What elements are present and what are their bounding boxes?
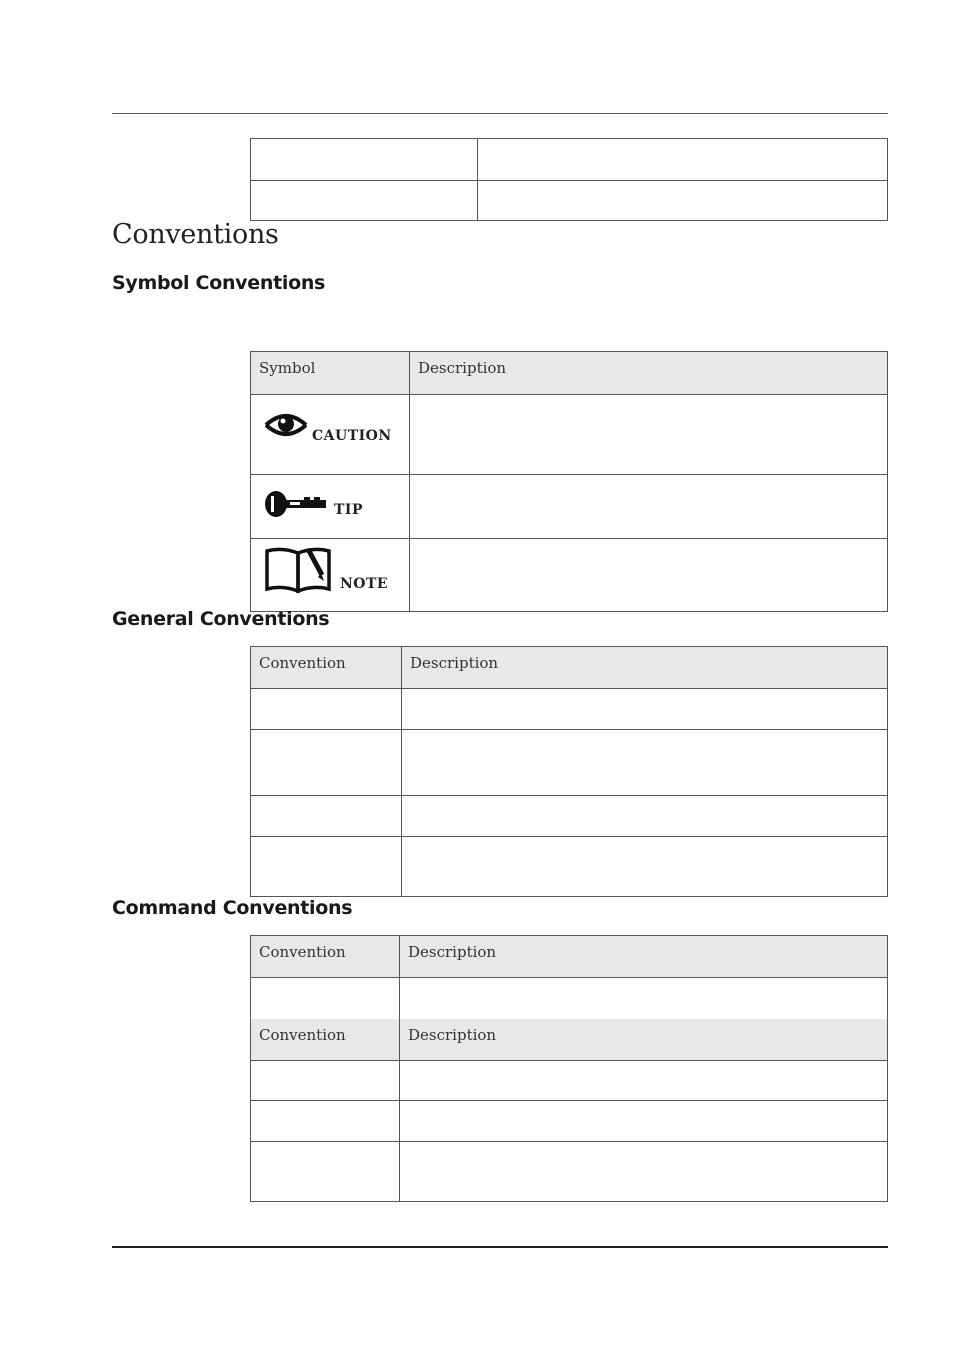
table-cell	[251, 837, 402, 897]
column-header: Convention	[251, 936, 400, 978]
column-header: Description	[400, 1019, 888, 1061]
column-header: Description	[400, 936, 888, 978]
table-cell	[410, 539, 888, 612]
table-cell	[478, 139, 888, 181]
table-cell	[251, 1061, 400, 1101]
table-cell	[400, 1142, 888, 1202]
column-header: Symbol	[251, 352, 410, 395]
table-cell	[402, 837, 888, 897]
section-heading-command: Command Conventions	[112, 897, 353, 919]
table-cell	[400, 1101, 888, 1142]
symbol-cell	[251, 539, 410, 612]
table-cell	[251, 796, 402, 837]
symbol-label: NOTE	[340, 576, 389, 592]
symbol-table	[250, 351, 888, 612]
table-cell	[251, 730, 402, 796]
table-cell	[410, 475, 888, 539]
table-cell	[478, 181, 888, 221]
symbol-label: TIP	[334, 502, 363, 518]
column-header: Convention	[251, 1019, 400, 1061]
symbol-cell	[251, 395, 410, 475]
top-table	[250, 138, 888, 221]
table-cell	[251, 978, 400, 1019]
command-table	[250, 935, 888, 1202]
table-cell	[251, 1101, 400, 1142]
table-cell	[402, 689, 888, 730]
table-cell	[410, 395, 888, 475]
table-cell	[251, 689, 402, 730]
section-heading-general: General Conventions	[112, 608, 330, 630]
page-title: Conventions	[112, 219, 279, 250]
column-header: Description	[402, 647, 888, 689]
header-rule	[112, 113, 888, 114]
section-heading-symbol: Symbol Conventions	[112, 272, 326, 294]
table-cell	[400, 1061, 888, 1101]
note-book-icon	[264, 545, 336, 595]
general-table	[250, 646, 888, 897]
tip-key-icon	[264, 489, 328, 519]
table-cell	[400, 978, 888, 1019]
symbol-cell	[251, 475, 410, 539]
table-cell	[402, 730, 888, 796]
table-cell	[402, 796, 888, 837]
table-cell	[251, 139, 478, 181]
footer-rule	[112, 1246, 888, 1248]
caution-icon	[262, 405, 310, 445]
column-header: Convention	[251, 647, 402, 689]
column-header: Description	[410, 352, 888, 395]
table-cell	[251, 1142, 400, 1202]
symbol-label: CAUTION	[312, 428, 392, 444]
table-cell	[251, 181, 478, 221]
